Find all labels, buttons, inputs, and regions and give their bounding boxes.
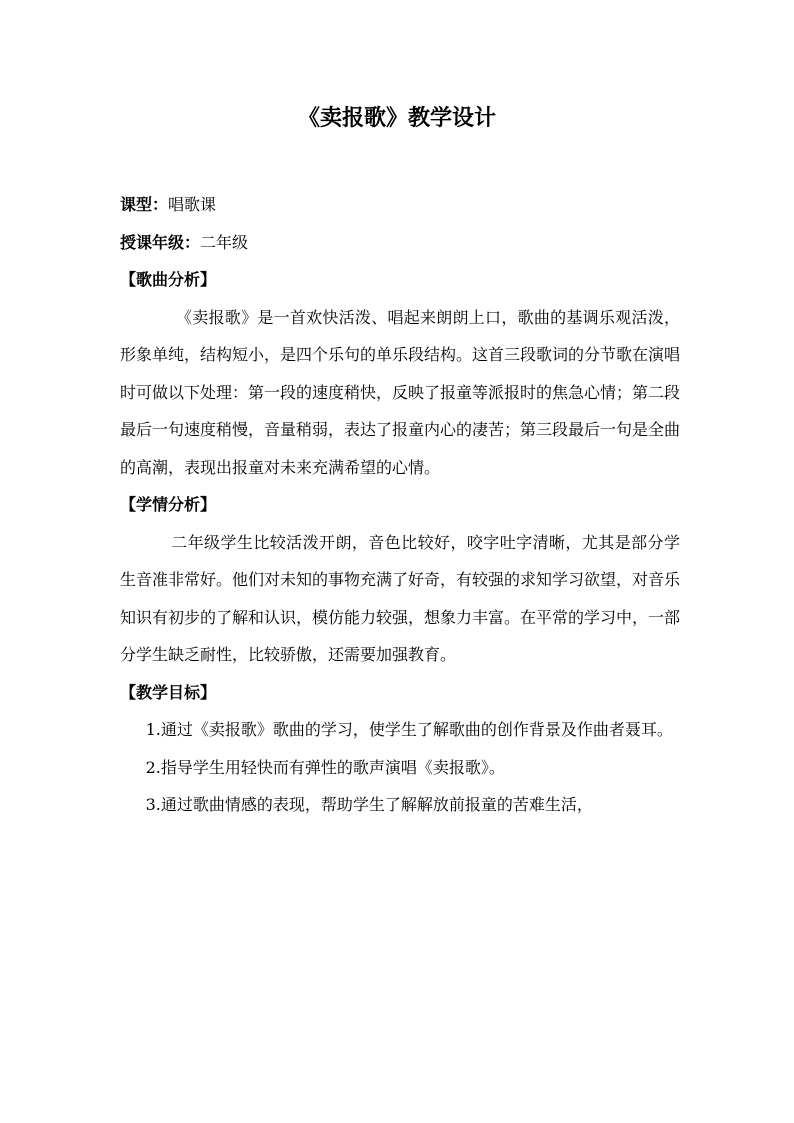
teaching-goal-item: 3.通过歌曲情感的表现，帮助学生了解解放前报童的苦难生活， — [145, 795, 593, 814]
teaching-goal-item: 2.指导学生用轻快而有弹性的歌声演唱《卖报歌》。 — [145, 757, 505, 777]
teaching-goal-item: 1.通过《卖报歌》歌曲的学习，使学生了解歌曲的创作背景及作曲者聂耳。 — [145, 720, 673, 739]
teaching-goals-heading: 【教学目标】 — [120, 682, 217, 702]
lesson-type-label: 课型： — [120, 195, 169, 214]
grade-row — [120, 224, 680, 262]
song-analysis-paragraph: 《卖报歌》是一首欢快活泼、唱起来朗朗上口，歌曲的基调乐观活泼，形象单纯，结构短小，是四个乐句的单乐段结构。这首三段歌词的分节歌在演唱时可做以下处理：第一段的速度稍快，反映了报童等派报时的焦急心情；第二段最后一句速度稍慢，音量稍弱，表达了报童内心的凄苦；第三段最后一句是全曲的高潮，表现出报童对未来充满希望的心情。 — [120, 307, 681, 477]
lesson-type-value: 唱歌课 — [168, 195, 217, 214]
student-analysis-heading: 【学情分析】 — [120, 495, 217, 514]
student-analysis-paragraph: 二年级学生比较活泼开朗，音色比较好，咬字吐字清晰，尤其是部分学生音准非常好。他们对未知的事物充满了好奇，有较强的求知学习欲望，对音乐知识有初步的了解和认识，模仿能力较强，想象力丰富。在平常的学习中，一部分学生缺乏耐性，比较骄傲，还需要加强教育。 — [120, 532, 681, 664]
song-analysis-heading: 【歌曲分析】 — [120, 270, 217, 289]
grade-label: 授课年级： — [120, 232, 201, 252]
document-title: 《卖报歌》教学设计 — [297, 105, 496, 131]
document-body — [120, 186, 680, 824]
lesson-type-row — [120, 186, 680, 224]
grade-value: 二年级 — [200, 232, 249, 252]
